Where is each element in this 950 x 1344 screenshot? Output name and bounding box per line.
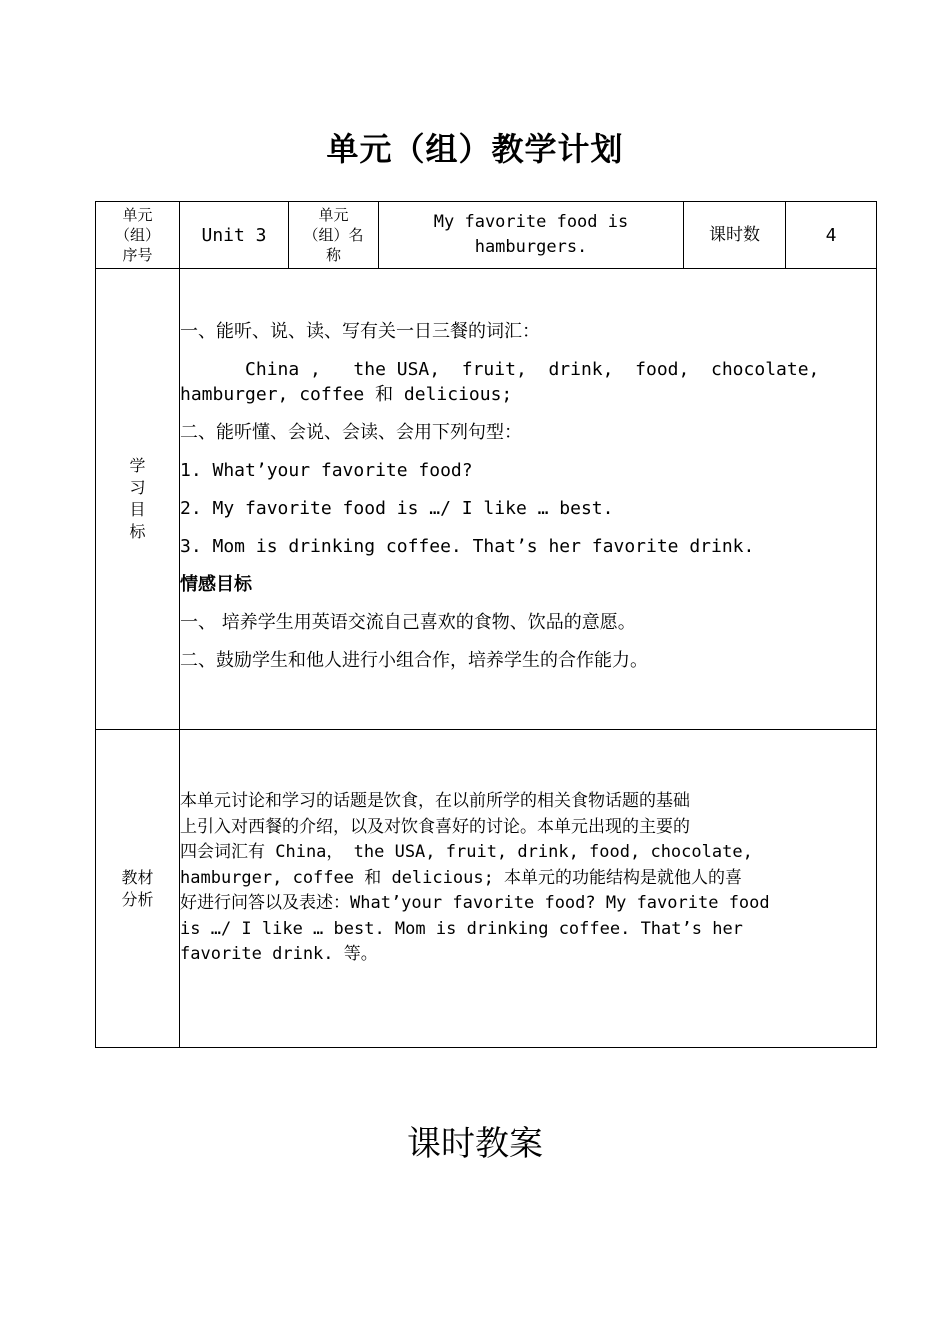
objectives-label	[96, 269, 180, 730]
lesson-plan-title: 课时教案	[407, 1124, 543, 1164]
objective-vocab-line: China , the USA, fruit, drink, food, chocolate,	[180, 359, 820, 380]
objective-sentence-heading: 二、能听懂、会说、会读、会用下列句型：	[180, 422, 522, 443]
emotion-item: 一、 培养学生用英语交流自己喜欢的食物、饮品的意愿。	[180, 612, 636, 633]
unit-seq-label-line: 单元	[122, 206, 153, 224]
objectives-label-char: 习	[129, 478, 146, 497]
header-row	[96, 202, 877, 269]
analysis-line: 上引入对西餐的介绍，以及对饮食喜好的讨论。本单元出现的主要的	[180, 816, 690, 837]
unit-name-value	[379, 202, 684, 269]
analysis-content	[180, 730, 877, 1048]
objectives-label-char: 学	[129, 456, 146, 475]
emotion-heading: 情感目标	[180, 574, 252, 595]
analysis-line: is …/ I like … best. Mom is drinking coffee. That’s her	[180, 918, 743, 939]
page-title: 单元（组）教学计划	[326, 130, 624, 168]
objective-sentence: 2. My favorite food is …/ I like … best.	[180, 498, 614, 519]
objective-vocab-line: hamburger, coffee 和 delicious;	[180, 384, 513, 405]
unit-name-label-line: （组）名	[303, 226, 364, 244]
analysis-label	[96, 730, 180, 1048]
unit-seq-label	[96, 202, 180, 269]
unit-name-value-line: My favorite food is	[433, 212, 629, 232]
unit-name-label	[289, 202, 379, 269]
lesson-hours-label: 课时数	[684, 202, 786, 269]
analysis-line: favorite drink. 等。	[180, 944, 378, 965]
analysis-label-line: 分析	[121, 889, 154, 909]
unit-name-label-line: 单元	[318, 206, 349, 224]
unit-plan-table	[95, 201, 877, 1048]
unit-name-label-line: 称	[325, 246, 341, 264]
objective-vocab-heading: 一、能听、说、读、写有关一日三餐的词汇：	[180, 321, 540, 342]
unit-name-value-line: hamburgers.	[474, 237, 588, 257]
analysis-line: hamburger, coffee 和 delicious; 本单元的功能结构是就他人的喜	[180, 867, 743, 888]
objectives-label-char: 目	[129, 500, 146, 519]
objectives-label-char: 标	[129, 522, 146, 541]
objectives-content	[180, 269, 877, 730]
objective-sentence: 3. Mom is drinking coffee. That’s her favorite drink.	[180, 536, 755, 557]
analysis-line: 本单元讨论和学习的话题是饮食，在以前所学的相关食物话题的基础	[180, 791, 690, 812]
analysis-label-line: 教材	[121, 867, 154, 887]
objective-sentence: 1. What’your favorite food?	[180, 460, 473, 481]
emotion-item: 二、鼓励学生和他人进行小组合作，培养学生的合作能力。	[180, 650, 648, 671]
analysis-row	[96, 730, 877, 1048]
lesson-hours-value: 4	[786, 202, 877, 269]
objectives-row	[96, 269, 877, 730]
analysis-line: 好进行问答以及表述：What’your favorite food? My favorite food	[180, 893, 770, 914]
unit-seq-label-line: （组）	[114, 226, 160, 244]
unit-seq-value: Unit 3	[180, 202, 289, 269]
unit-seq-label-line: 序号	[122, 246, 153, 264]
analysis-line: 四会词汇有 China， the USA, fruit, drink, food, chocolate,	[180, 842, 753, 863]
